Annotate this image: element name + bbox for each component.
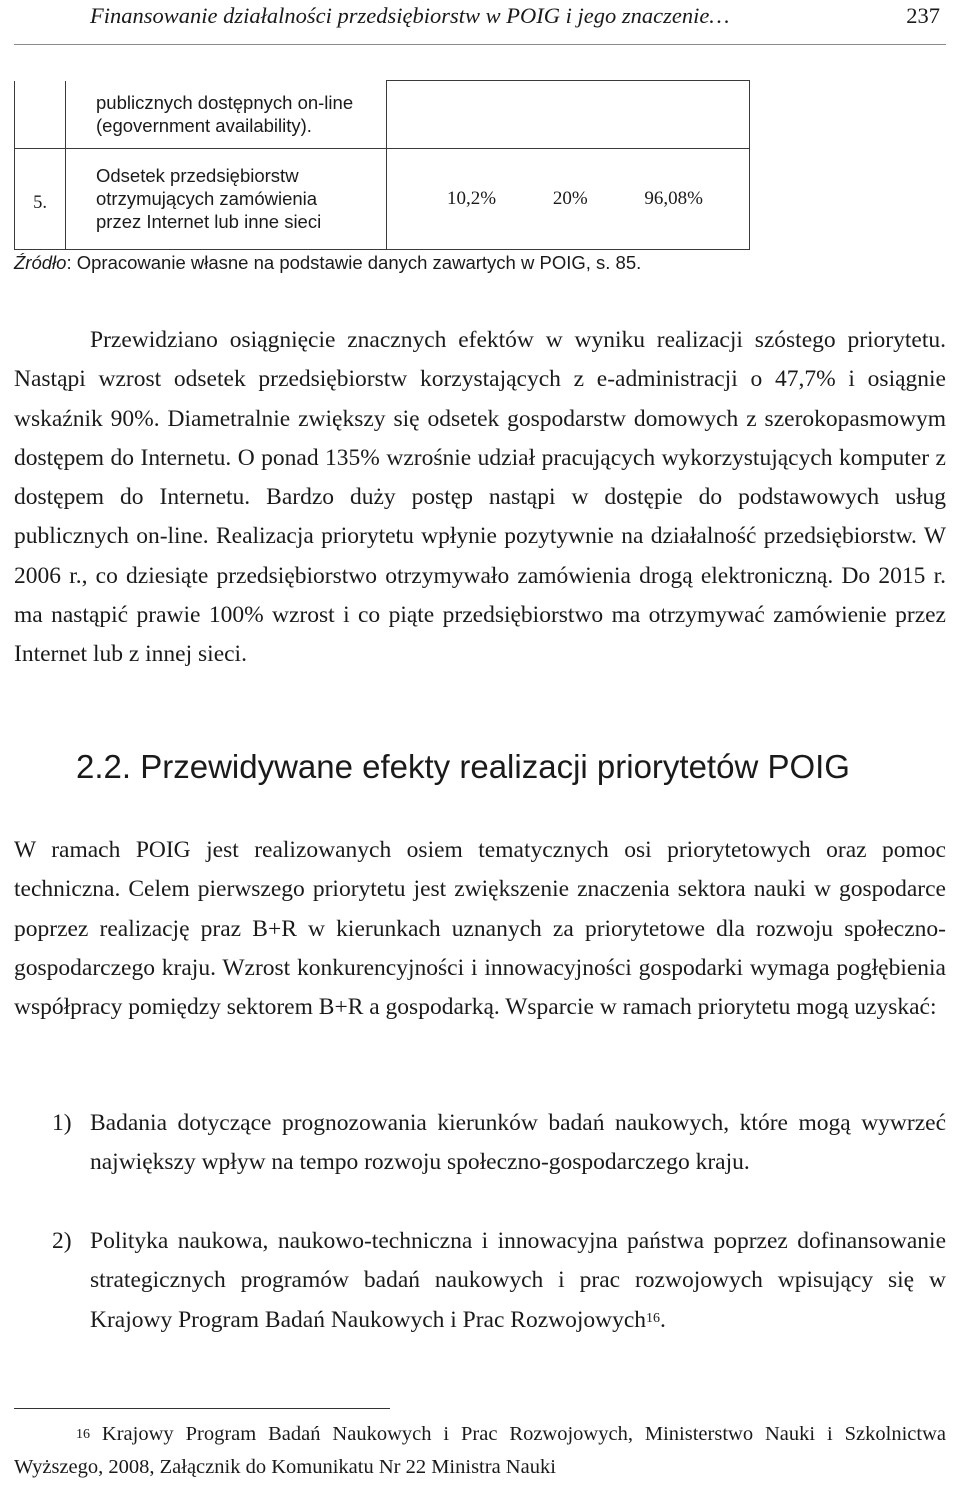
table-cell-values — [387, 81, 750, 149]
table-row — [15, 81, 750, 149]
running-header — [14, 0, 946, 45]
page-number: 237 — [906, 3, 940, 28]
footnote-number: 16 — [76, 1427, 90, 1442]
section-heading: 2.2. Przewidywane efekty realizacji priorytetów POIG — [76, 748, 850, 785]
paragraph-text: Przewidziano osiągnięcie znacznych efektów w wyniku realizacji szóstego priorytetu. Nastąpi wzrost odsetek przedsiębiorstw korzystających z e-administracji o 47,7% i osiągnie wskaźnik 90%. Diametralnie zwiększy się odsetek gospodarstw domowych z szerokopasmowym dostępem do Internetu. O ponad 135% wzrośnie udział pracujących wykorzystujących komputer z dostępem do Internetu. Bardzo duży postęp nastąpi w dostępie do podstawowych usług publicznych on-line. Realizacja priorytetu wpłynie pozytywnie na działalność przedsiębiorstw. W 2006 r., co dziesiąte przedsiębiorstwo otrzymywało zamówienia drogą elektroniczną. Do 2015 r. ma nastąpić prawie 100% wzrost i co piąte przedsiębiorstwo ma otrzymywać zamówienie przez Internet lub z innej sieci. — [14, 327, 946, 668]
table-cell-values — [387, 148, 750, 249]
table-text-line: przez Internet lub inne sieci — [96, 211, 322, 232]
list-item-number: 1) — [52, 1110, 72, 1136]
table-text-line: (egovernment availability). — [96, 115, 312, 136]
list-item-text: Badania dotyczące prognozowania kierunków badań naukowych, które mogą wywrzeć największy wpływ na tempo rozwoju społeczno-gospodarczego kraju. — [90, 1110, 946, 1176]
value-2006: 10,2% — [447, 187, 497, 209]
footnote-text: Krajowy Program Badań Naukowych i Prac Rozwojowych, Ministerstwo Nauki i Szkolnictwa Wyższego, 2008, Załącznik do Komunikatu Nr 22 Ministra Nauki — [14, 1423, 946, 1478]
list-item-end: . — [660, 1306, 666, 1333]
source-text: : Opracowanie własne na podstawie danych zawartych w POIG, s. 85. — [66, 252, 642, 273]
table-cell-number — [15, 81, 66, 149]
table-row — [15, 148, 750, 249]
list-item — [14, 1104, 946, 1183]
footnote-divider — [14, 1408, 390, 1409]
list-item-body: Polityka naukowa, naukowo-techniczna i innowacyjna państwa poprzez dofinansowanie strategicznych programów badań naukowych i prac rozwojowych wpisujący się w Krajowy Program Badań Naukowych i Prac Rozwojowych — [90, 1228, 946, 1333]
table-text-line: otrzymujących zamówienia — [96, 188, 318, 209]
footnote — [14, 1418, 946, 1484]
table-text-line: Odsetek przedsiębiorstw — [96, 165, 299, 186]
paragraph-text: W ramach POIG jest realizowanych osiem tematycznych osi priorytetowych oraz pomoc techniczna. Celem pierwszego priorytetu jest zwiększenie znaczenia sektora nauki w gospodarce poprzez realizację praz B+R w kierunkach uznanych za priorytetowe dla rozwoju społeczno-gospodarczego kraju. Wzrost konkurencyjności i innowacyjności gospodarki wymaga pogłębienia współpracy pomiędzy sektorem B+R a gospodarką. Wsparcie w ramach priorytetu mogą uzyskać: — [14, 837, 946, 1021]
source-label: Źródło — [14, 252, 67, 273]
list-item-number: 2) — [52, 1228, 72, 1254]
body-paragraph — [14, 831, 946, 1027]
footnote-reference[interactable]: 16 — [646, 1310, 661, 1326]
table-cell-description — [66, 148, 387, 249]
body-paragraph — [14, 321, 946, 675]
table-cell-description — [66, 81, 387, 149]
table-text-line: publicznych dostępnych on-line — [96, 92, 354, 113]
header-title: Finansowanie działalności przedsiębiorstw w POIG i jego znaczenie… — [90, 3, 730, 28]
list-item-text — [90, 1222, 946, 1340]
table-source — [14, 252, 641, 274]
table-cell-number: 5. — [15, 148, 66, 249]
value-2010: 20% — [552, 187, 588, 209]
value-2015: 96,08% — [644, 187, 703, 209]
list-item — [14, 1222, 946, 1340]
indicators-table — [14, 80, 750, 250]
